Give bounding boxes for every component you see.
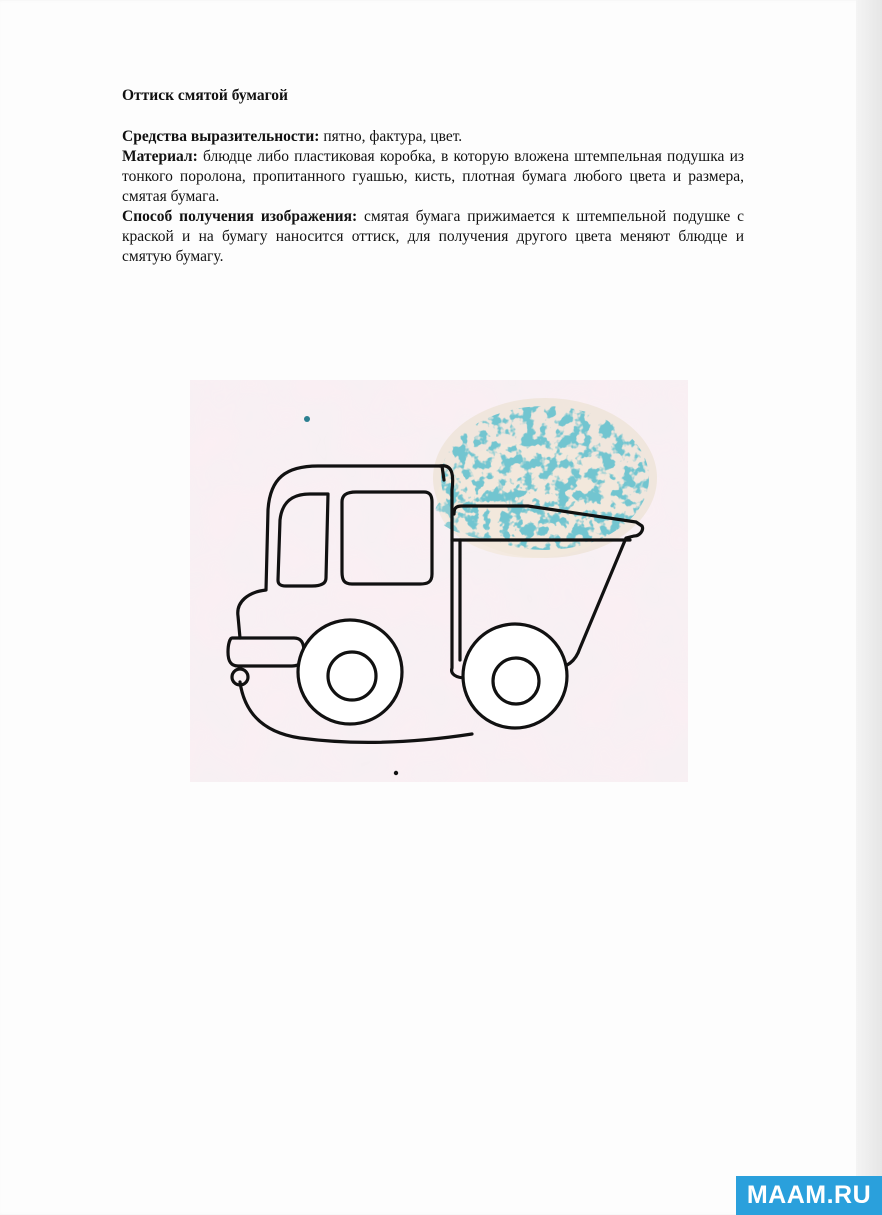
label-method: Способ получения изображения:	[122, 208, 358, 225]
text-means: пятно, фактура, цвет.	[319, 128, 463, 145]
label-material: Материал:	[122, 148, 198, 165]
document-title: Оттиск смятой бумагой	[122, 87, 288, 104]
page-edge	[856, 0, 882, 1215]
document-body	[122, 86, 744, 267]
paragraph-method	[122, 207, 744, 267]
paint-dot	[304, 416, 310, 422]
paint-dot	[394, 771, 398, 775]
text-method: смятая бумага прижимается к штемпельной подушке с краской и на бумагу наносится оттиск, для получения другого цвета меняют блюдце и смятую бумагу.	[122, 208, 744, 265]
paragraph-means	[122, 127, 744, 147]
label-means: Средства выразительности:	[122, 128, 320, 145]
site-logo-watermark: MAAM.RU	[736, 1176, 882, 1215]
truck-illustration	[190, 380, 688, 782]
text-material: блюдце либо пластиковая коробка, в которую вложена штемпельная подушка из тонкого поролона, пропитанного гуашью, кисть, плотная бумага любого цвета и размера, смятая бумага.	[122, 148, 744, 205]
paint-print	[433, 398, 657, 558]
paragraph-material	[122, 147, 744, 207]
